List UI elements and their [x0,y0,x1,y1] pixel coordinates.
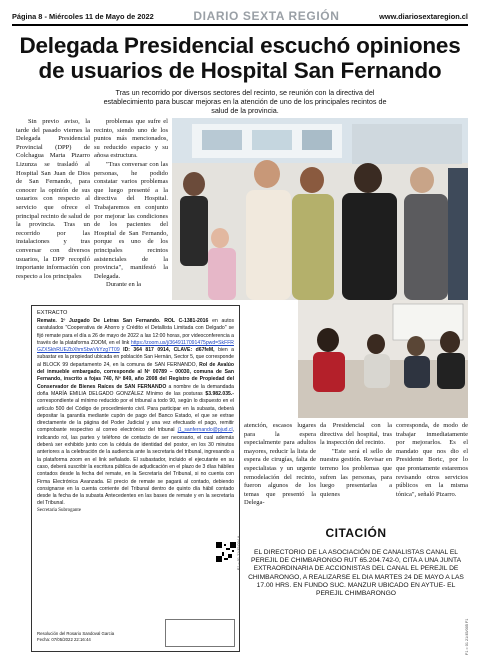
article-paragraph: corresponda, de modo de trabajar inmediatamente por mejorarlos. Es el mandato que nos dio el Presidente Boric, por lo que prontamente estaremos revisando otros servicios públicos en la misma tónica", señaló Pizarro. [396,422,468,498]
notice-text: a nombre de la demandada doña MARÍA EMILIA DELGADO GONZÁLEZ Mínimo de las posturas [37,383,234,397]
notice-body [32,318,239,508]
headline [12,33,468,83]
notice-property-details: Rol de Avalúo del inmueble embargado, corresponde al Nº 00789 – 00030, comuna de San Fernando, inscrito a fojas 740, Nº 849, año 2008 del Registro de Propiedad del Conservador de Bienes Raíces de SAN FERNANDO [37,361,234,390]
notice-text: correspondiente al mínimo reducido por el tribunal a todo 90, según lo dispuesto en el artículo 500 del Código de procedimiento civil. Para participar en la subasta, deberá depositar la garantía mediante cupón de pago del Banco Estado, el que se extrae directamente de la página del Poder Judicial y una vez efectuado el pago, remitir comprobante respectivo al correo electrónico del tribunal [37,398,234,434]
article-paragraph: da Presidencial con la directiva del hospital, tras la inspección del recinto. [320,422,392,447]
notice-footer-line: Fecha: 07/05/2022 22:16:44 [37,636,91,642]
headline-line-1: Delegada Presidencial escuchó opiniones [19,33,461,58]
header-rule [12,24,468,26]
notice-label: EXTRACTO [37,310,68,316]
page-header [12,9,468,23]
notice-text: en autos caratulados "Cooperativa de Ahorro y Crédito el Detallista Limitada con Delgado" se fijó remate para el día a 26 de mayo de 2022 a las 12:00 horas, por videoconferencia a través de la plataforma ZOOM, en el link [37,318,234,346]
zoom-link[interactable]: https://zoom.us/j/3649117091475pwd=SkFFRGZXSkhRUEZbXhmSbwVkYzg7T09 [37,339,234,354]
court-email-link[interactable]: j1_sanfernando@pjud.cl [177,427,233,434]
article-column-4 [244,422,316,508]
notice-signature: Secretaria Subrogante [37,507,82,513]
newspaper-website[interactable]: www.diariosextaregion.cl [379,11,468,21]
verification-box [165,619,235,647]
vertical-code: F1 = 01 21/45/005 F1 [465,618,469,655]
newspaper-name: DIARIO SEXTA REGIÓN [193,9,340,23]
article-column-6 [396,422,468,499]
article-paragraph: "Este será el sello de nuestra gestión. Revisar en terreno los problemas que sufren las personas, para luego presentarlas a quienes [320,447,392,498]
article-paragraph: problemas que sufre el recinto, siendo uno de los puntos más mencionados, su reducido espacio y su añosa estructura. [94,118,168,160]
notice-minimum-bid: $3.982.035.- [205,390,234,397]
article-column-5 [320,422,392,499]
article-paragraph: "Tras conversar con las personas, he podido constatar varios problemas que luego presenté a la directiva del Hospital. Trabajaremos en conjunto por mejorar las condiciones de los pacientes del Hospital de San Fernando, porque es uno de los principales recintos asistenciales de la provincia", manifestó la Delegada. [94,160,168,280]
legal-notice-extracto [31,305,240,652]
hospital-waiting-room-photo [172,118,468,300]
page-number-date: Página 8 - Miércoles 11 de Mayo de 2022 [12,11,154,21]
article-paragraph: atención, escasos lugares para la espera especialmente para adultos mayores, reducir la lista de espera de cirugías, falta de especialistas y un urgente remodelación del recinto, fueron algunos de los temas que presentó la Delega- [244,422,316,507]
article-column-2 [94,118,168,290]
notice-footer-line: Resolución del Rosario Sandoval Garcia [37,631,115,637]
vertical-code: F1 = 01 21/45/004 A [237,535,241,570]
notice-meeting-id: ID: 364 817 0914, CLAVE: d67feM, [123,347,215,354]
article-paragraph: Sin previo aviso, la tarde del pasado viernes la Delegada Presidencial Provincial (DPP) de Colchagua Marta Pizarro Lizunza se trasladó al Hospital San Juan de Dios de San Fernando, para conocer la opinión de sus usuarios con respecto al servicio que ofrece el principal recinto de salud de la provincia. Tras un recorrido por las instalaciones y tras conversar con diversos usuarios, la DPP recopiló importante información con respecto a los principales [16,118,90,280]
article-paragraph: Durante en la [106,281,142,289]
notice-footer [37,631,114,642]
headline-line-2: de usuarios de Hospital San Fernando [38,58,442,83]
citacion-title: CITACIÓN [325,526,387,540]
notice-text: , indicando rol, las partes y teléfono de contacto de ser necesario, el cual además deberá ser exhibido junto con la cédula de identidad del postor, en los 30 minutos anteriores a la celebración de la audiencia ante la secretaria del tribunal, ingresando a la plataforma zoom en el link señalado. El subastador, incluido el ejecutante en su caso, deberá suscribir la escritura pública de adjudicación en el plazo de 3 días hábiles contados desde la fecha del remate, en la Secretaría del Tribunal, si no cuenta con Firma Electrónica Avanzada. El precio de remate se pagará al contado, debiendo consignarse en la cuenta corriente del Tribunal dentro de quinto día hábil contado desde la fecha de la subasta Antecedentes en las bases de remate y en la secretaría del Tribunal. [37,427,234,507]
citacion-text: EL DIRECTORIO DE LA ASOCIACIÓN DE CANALISTAS CANAL EL PEREJIL DE CHIMBARONGO RUT 65.204.742-0, CITA A UNA JUNTA EXTRAORDINARIA DE ACCIONISTAS DEL CANAL EL PEREJIL DE CHIMBARONGO, A REALIZARSE EL DIA MARTES 24 DE MAYO A LAS 17.00 HRS. EN FUNDO SUC. MANZUR UBICADO EN AYTUE- EL PEREJIL CHIMBARONGO [248,549,464,598]
article-column-1 [16,118,90,281]
notice-text: bien a subastar es la propiedad ubicada en población San Hernán, Sector 5, que corresponde al BLOCK 99 departamento 24, en la comuna de SAN FERNANDO, [37,347,234,368]
meeting-photo [298,300,468,418]
deck: Tras un recorrido por diversos sectores del recinto, se reunión con la directiva del establecimiento para buscar mejoras en la atención de uno de los principales recintos de salud de la provincia. [103,88,387,115]
qr-code-icon [216,542,236,562]
notice-case-heading: Remate. 1º Juzgado De Letras San Fernando. ROL C-1381-2016 [37,318,209,324]
citacion-notice [248,526,464,650]
